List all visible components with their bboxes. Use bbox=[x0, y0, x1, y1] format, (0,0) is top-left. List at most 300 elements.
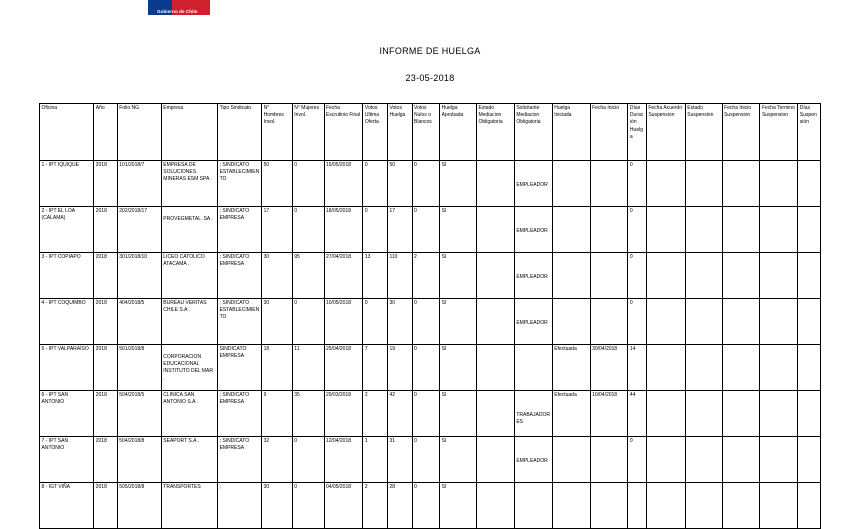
cell-text: ; SINDICATO EMPRESA bbox=[219, 392, 250, 406]
table-cell bbox=[798, 253, 821, 299]
cell-text: 1 bbox=[364, 438, 368, 444]
table-cell bbox=[552, 345, 590, 391]
cell-text: 30 bbox=[389, 300, 396, 306]
cell-text: SI bbox=[441, 300, 447, 306]
cell-text: 30 bbox=[263, 254, 270, 260]
cell-text: 2018 bbox=[95, 346, 107, 352]
table-cell bbox=[412, 391, 440, 437]
table-cell bbox=[798, 345, 821, 391]
table-cell bbox=[117, 345, 161, 391]
cell-text: EMPLEADOR bbox=[516, 320, 548, 326]
table-cell bbox=[685, 253, 722, 299]
table-cell bbox=[440, 299, 477, 345]
table-cell bbox=[590, 207, 628, 253]
cell-text: 0 bbox=[294, 484, 298, 490]
table-cell bbox=[40, 207, 94, 253]
table-cell bbox=[628, 391, 646, 437]
column-header: N° Hombres Invol. bbox=[262, 104, 293, 161]
table-cell bbox=[412, 299, 440, 345]
cell-text: 5 - IPT VALPARAISO bbox=[41, 346, 89, 352]
cell-text: BUREAU VERITAS CHILE S.A . bbox=[163, 300, 207, 314]
table-cell bbox=[363, 253, 388, 299]
cell-text: 30 bbox=[263, 300, 270, 306]
cell-text: 14 bbox=[629, 346, 636, 352]
cell-text: 18/05/2018 bbox=[326, 208, 352, 214]
cell-text: PROVEGMETAL .SA . bbox=[163, 216, 213, 222]
table-cell bbox=[218, 345, 262, 391]
table-cell bbox=[324, 437, 363, 483]
cell-text: SEAPORT S.A . bbox=[163, 438, 199, 444]
table-cell bbox=[363, 207, 388, 253]
cell-text: CLINICA SAN ANTONIO S.A . bbox=[163, 392, 198, 406]
gobierno-logo bbox=[148, 0, 210, 15]
cell-text: SI bbox=[441, 208, 447, 214]
column-header: Fecha Termino Suspension bbox=[760, 104, 798, 161]
table-cell bbox=[722, 253, 760, 299]
cell-text: 0 bbox=[629, 438, 633, 444]
column-header: Votos Ultima Oferta bbox=[363, 104, 388, 161]
cell-text: 0 bbox=[629, 300, 633, 306]
table-cell bbox=[646, 161, 685, 207]
table-cell bbox=[646, 437, 685, 483]
table-cell bbox=[590, 483, 628, 529]
cell-text: SINDICATO EMPRESA bbox=[219, 346, 247, 360]
table-cell bbox=[324, 161, 363, 207]
table-cell bbox=[685, 483, 722, 529]
table-cell bbox=[117, 391, 161, 437]
column-header: Días Duración Huelga bbox=[628, 104, 646, 161]
table-cell bbox=[552, 299, 590, 345]
cell-text: SI bbox=[441, 438, 447, 444]
table-cell bbox=[218, 207, 262, 253]
table-cell bbox=[552, 207, 590, 253]
table-cell bbox=[40, 253, 94, 299]
table-cell bbox=[440, 437, 477, 483]
table-cell bbox=[262, 299, 293, 345]
table-cell bbox=[646, 253, 685, 299]
cell-text: 504/2018/5 bbox=[119, 392, 145, 398]
cell-text: 0 bbox=[629, 254, 633, 260]
table-cell bbox=[292, 207, 324, 253]
cell-text: EMPLEADOR bbox=[516, 182, 548, 188]
table-cell bbox=[590, 299, 628, 345]
table-cell bbox=[94, 253, 118, 299]
cell-text: Efectuada bbox=[554, 392, 577, 398]
column-header: Tipo Sindicato bbox=[218, 104, 262, 161]
table-cell bbox=[262, 437, 293, 483]
table-cell bbox=[161, 391, 217, 437]
table-cell bbox=[798, 207, 821, 253]
table-cell bbox=[324, 207, 363, 253]
strike-report-table bbox=[39, 103, 821, 529]
table-cell bbox=[590, 391, 628, 437]
cell-text: SI bbox=[441, 346, 447, 352]
cell-text: 0 bbox=[364, 208, 368, 214]
table-cell bbox=[590, 437, 628, 483]
cell-text: 19 bbox=[389, 346, 396, 352]
column-header: Fecha Acuerdo Suspension bbox=[646, 104, 685, 161]
cell-text: 2018 bbox=[95, 208, 107, 214]
cell-text: 7 - IPT SAN ANTONIO bbox=[41, 438, 69, 452]
table-cell bbox=[685, 161, 722, 207]
table-cell bbox=[117, 207, 161, 253]
table-cell bbox=[40, 161, 94, 207]
cell-text: 505/2018/8 bbox=[119, 484, 145, 490]
cell-text: TRANSPORTES bbox=[163, 484, 201, 490]
table-cell bbox=[722, 483, 760, 529]
table-cell bbox=[412, 161, 440, 207]
table-cell bbox=[685, 437, 722, 483]
table-cell bbox=[218, 483, 262, 529]
table-cell bbox=[40, 345, 94, 391]
table-cell bbox=[552, 437, 590, 483]
table-cell bbox=[161, 253, 217, 299]
cell-text: 0 bbox=[629, 162, 633, 168]
table-row bbox=[40, 391, 821, 437]
table-cell bbox=[514, 437, 552, 483]
table-cell bbox=[117, 161, 161, 207]
cell-text: 101/2018/7 bbox=[119, 162, 145, 168]
cell-text: 42 bbox=[389, 392, 396, 398]
table-cell bbox=[363, 391, 388, 437]
table-cell bbox=[552, 161, 590, 207]
table-cell bbox=[262, 253, 293, 299]
table-cell bbox=[40, 437, 94, 483]
table-cell bbox=[161, 483, 217, 529]
table-cell bbox=[218, 391, 262, 437]
cell-text: 8 - IGT VIÑA bbox=[41, 484, 71, 490]
column-header: Huelga Iniciada bbox=[552, 104, 590, 161]
cell-text: 301/2018/10 bbox=[119, 254, 148, 260]
table-cell bbox=[628, 345, 646, 391]
cell-text: 2018 bbox=[95, 300, 107, 306]
table-cell bbox=[646, 391, 685, 437]
cell-text: ; SINDICATO EMPRESA bbox=[219, 208, 250, 222]
cell-text: SI bbox=[441, 484, 447, 490]
table-cell bbox=[387, 299, 412, 345]
cell-text: 0 bbox=[629, 208, 633, 214]
table-cell bbox=[387, 345, 412, 391]
cell-text: 0 bbox=[414, 346, 417, 352]
column-header: Folio NG bbox=[117, 104, 161, 161]
table-cell bbox=[292, 253, 324, 299]
cell-text: 44 bbox=[629, 392, 636, 398]
table-cell bbox=[117, 299, 161, 345]
table-row bbox=[40, 207, 821, 253]
cell-text: EMPLEADOR bbox=[516, 274, 548, 280]
table-cell bbox=[760, 391, 798, 437]
column-header: Fecha Inicio Suspension bbox=[722, 104, 760, 161]
column-header: Huelga Aprobada bbox=[440, 104, 477, 161]
table-cell bbox=[722, 161, 760, 207]
table-cell bbox=[387, 437, 412, 483]
cell-text: EMPLEADOR bbox=[516, 458, 548, 464]
table-cell bbox=[218, 161, 262, 207]
column-header: Votos Nulos o Blancos bbox=[412, 104, 440, 161]
cell-text: 2 bbox=[364, 484, 368, 490]
cell-text: TRABAJADORES bbox=[516, 412, 550, 426]
table-cell bbox=[262, 391, 293, 437]
cell-text: 35 bbox=[294, 392, 300, 398]
column-header: Estado Mediacion Obligatoria bbox=[476, 104, 514, 161]
table-cell bbox=[363, 299, 388, 345]
cell-text: SI bbox=[441, 162, 447, 168]
cell-text: 504/2018/8 bbox=[119, 438, 145, 444]
cell-text: 2018 bbox=[95, 438, 107, 444]
column-header: Año bbox=[94, 104, 118, 161]
table-cell bbox=[117, 253, 161, 299]
table-cell bbox=[685, 345, 722, 391]
table-cell bbox=[94, 207, 118, 253]
column-header: Fecha Inicio bbox=[590, 104, 628, 161]
cell-text: 10/05/2018 bbox=[326, 300, 352, 306]
cell-text: 0 bbox=[294, 208, 298, 214]
cell-text: ; SINDICATO ESTABLECIMIENTO bbox=[219, 300, 260, 321]
table-cell bbox=[760, 161, 798, 207]
cell-text: 17 bbox=[389, 208, 396, 214]
cell-text: 202/2018/17 bbox=[119, 208, 148, 214]
table-cell bbox=[476, 391, 514, 437]
cell-text: 31 bbox=[389, 438, 396, 444]
cell-text: 11 bbox=[294, 346, 300, 352]
table-cell bbox=[40, 391, 94, 437]
cell-text: 1 - IPT IQUIQUE bbox=[41, 162, 79, 168]
table-cell bbox=[387, 253, 412, 299]
table-cell bbox=[324, 253, 363, 299]
table-cell bbox=[387, 207, 412, 253]
table-cell bbox=[412, 207, 440, 253]
table-cell bbox=[262, 207, 293, 253]
table-cell bbox=[476, 161, 514, 207]
column-header: Estado Suspension bbox=[685, 104, 722, 161]
cell-text bbox=[516, 484, 550, 504]
cell-text: 18 bbox=[263, 346, 270, 352]
table-cell bbox=[798, 437, 821, 483]
table-row bbox=[40, 437, 821, 483]
table-cell bbox=[760, 207, 798, 253]
cell-text: 110 bbox=[389, 254, 398, 260]
table-header-row bbox=[40, 104, 821, 161]
table-cell bbox=[760, 253, 798, 299]
cell-text: 12/04/2018 bbox=[326, 438, 352, 444]
table-cell bbox=[760, 299, 798, 345]
table-cell bbox=[292, 437, 324, 483]
table-cell bbox=[685, 391, 722, 437]
cell-text: 0 bbox=[364, 162, 368, 168]
cell-text: 2 - IPT EL LOA (CALAMA) bbox=[41, 208, 75, 222]
cell-text: 50 bbox=[389, 162, 396, 168]
table-cell bbox=[514, 391, 552, 437]
cell-text: ; SINDICATO EMPRESA bbox=[219, 438, 250, 452]
column-header: N° Mujeres Invol. bbox=[292, 104, 324, 161]
table-cell bbox=[514, 253, 552, 299]
column-header: Fecha Escrutinio Final bbox=[324, 104, 363, 161]
table-cell bbox=[628, 161, 646, 207]
table-row bbox=[40, 345, 821, 391]
table-cell bbox=[760, 437, 798, 483]
table-cell bbox=[161, 207, 217, 253]
table-cell bbox=[218, 299, 262, 345]
cell-text: 95 bbox=[294, 254, 300, 260]
table-cell bbox=[94, 161, 118, 207]
table-cell bbox=[161, 161, 217, 207]
table-cell bbox=[363, 161, 388, 207]
table-cell bbox=[161, 437, 217, 483]
table-cell bbox=[476, 345, 514, 391]
cell-text: ; SINDICATO EMPRESA bbox=[219, 254, 250, 268]
table-row bbox=[40, 161, 821, 207]
table-cell bbox=[646, 299, 685, 345]
table-cell bbox=[94, 483, 118, 529]
cell-text: 28 bbox=[389, 484, 396, 490]
table-cell bbox=[412, 345, 440, 391]
report-date: 23-05-2018 bbox=[405, 73, 455, 83]
table-cell bbox=[363, 437, 388, 483]
cell-text: 2 bbox=[364, 392, 368, 398]
cell-text: 2018 bbox=[95, 392, 107, 398]
cell-text: 0 bbox=[414, 484, 417, 490]
cell-text bbox=[516, 346, 550, 366]
table-cell bbox=[262, 483, 293, 529]
cell-text: 15/05/2018 bbox=[326, 162, 352, 168]
table-cell bbox=[628, 253, 646, 299]
cell-text: EMPRESA DE SOLUCIONES MINERAS ESM SPA . bbox=[163, 162, 212, 183]
cell-text: 0 bbox=[414, 300, 417, 306]
cell-text: 2018 bbox=[95, 484, 107, 490]
table-cell bbox=[590, 345, 628, 391]
table-cell bbox=[798, 483, 821, 529]
cell-text: 10/04/2018 bbox=[592, 392, 618, 398]
table-cell bbox=[628, 437, 646, 483]
cell-text: 0 bbox=[294, 300, 298, 306]
table-cell bbox=[646, 483, 685, 529]
table-cell bbox=[262, 161, 293, 207]
cell-text: 4 - IPT COQUIMBO bbox=[41, 300, 86, 306]
table-cell bbox=[292, 161, 324, 207]
cell-text: 0 bbox=[414, 438, 417, 444]
table-cell bbox=[94, 437, 118, 483]
table-cell bbox=[722, 345, 760, 391]
table-cell bbox=[628, 299, 646, 345]
cell-text: 0 bbox=[364, 300, 368, 306]
cell-text: LICEO CATOLICO ATACAMA . bbox=[163, 254, 205, 268]
table-cell bbox=[440, 253, 477, 299]
table-cell bbox=[646, 345, 685, 391]
cell-text: 30/04/2018 bbox=[592, 346, 618, 352]
table-cell bbox=[440, 161, 477, 207]
cell-text: 27/04/2018 bbox=[326, 254, 352, 260]
cell-text: 0 bbox=[414, 208, 417, 214]
table-cell bbox=[722, 437, 760, 483]
report-title: INFORME DE HUELGA bbox=[379, 46, 481, 56]
table-row bbox=[40, 253, 821, 299]
table-cell bbox=[514, 299, 552, 345]
cell-text: 17 bbox=[263, 208, 270, 214]
cell-text: 30 bbox=[263, 484, 270, 490]
table-cell bbox=[387, 483, 412, 529]
table-cell bbox=[117, 437, 161, 483]
cell-text: EMPLEADOR bbox=[516, 228, 548, 234]
cell-text: 32 bbox=[263, 438, 270, 444]
table-cell bbox=[760, 483, 798, 529]
table-cell bbox=[324, 299, 363, 345]
table-cell bbox=[161, 299, 217, 345]
table-cell bbox=[412, 253, 440, 299]
cell-text: 7 bbox=[364, 346, 368, 352]
cell-text: ; bbox=[219, 484, 221, 490]
cell-text: CORPORACION EDUCACIONAL INSTITUTO DEL MAR . bbox=[163, 354, 214, 382]
table-cell bbox=[292, 391, 324, 437]
table-cell bbox=[292, 483, 324, 529]
table-cell bbox=[324, 391, 363, 437]
table-cell bbox=[628, 483, 646, 529]
cell-text: 2018 bbox=[95, 162, 107, 168]
cell-text: 501/2018/8 bbox=[119, 346, 145, 352]
table-cell bbox=[387, 161, 412, 207]
column-header: Empresa bbox=[161, 104, 217, 161]
table-cell bbox=[552, 253, 590, 299]
table-cell bbox=[363, 345, 388, 391]
logo-text: Gobierno de Chile bbox=[157, 9, 198, 14]
table-cell bbox=[94, 345, 118, 391]
cell-text: 2018 bbox=[95, 254, 107, 260]
table-cell bbox=[440, 483, 477, 529]
table-cell bbox=[628, 207, 646, 253]
column-header: Días Suspensión bbox=[798, 104, 821, 161]
table-cell bbox=[514, 161, 552, 207]
table-cell bbox=[476, 299, 514, 345]
table-cell bbox=[552, 483, 590, 529]
table-cell bbox=[324, 483, 363, 529]
cell-text: 0 bbox=[294, 438, 298, 444]
table-cell bbox=[722, 299, 760, 345]
table-cell bbox=[722, 207, 760, 253]
cell-text: 2 bbox=[414, 254, 417, 260]
table-cell bbox=[722, 391, 760, 437]
table-cell bbox=[117, 483, 161, 529]
table-cell bbox=[798, 391, 821, 437]
table-cell bbox=[218, 253, 262, 299]
table-cell bbox=[514, 207, 552, 253]
cell-text: 13 bbox=[364, 254, 371, 260]
cell-text: 29/03/2018 bbox=[326, 392, 352, 398]
table-cell bbox=[552, 391, 590, 437]
cell-text: 04/05/2018 bbox=[326, 484, 352, 490]
table-cell bbox=[590, 161, 628, 207]
table-cell bbox=[363, 483, 388, 529]
cell-text: SI bbox=[441, 254, 447, 260]
cell-text: Efectuada bbox=[554, 346, 577, 352]
table-cell bbox=[412, 437, 440, 483]
table-cell bbox=[161, 345, 217, 391]
table-cell bbox=[590, 253, 628, 299]
table-cell bbox=[324, 345, 363, 391]
table-cell bbox=[798, 299, 821, 345]
table-cell bbox=[94, 391, 118, 437]
table-cell bbox=[798, 161, 821, 207]
cell-text: ; SINDICATO ESTABLECIMIENTO bbox=[219, 162, 260, 183]
cell-text: 0 bbox=[294, 162, 298, 168]
table-cell bbox=[387, 391, 412, 437]
cell-text: 3 - IPT COPIAPO bbox=[41, 254, 81, 260]
table-cell bbox=[292, 299, 324, 345]
table-cell bbox=[412, 483, 440, 529]
cell-text: 404/2018/5 bbox=[119, 300, 145, 306]
column-header: Votos Huelga bbox=[387, 104, 412, 161]
cell-text: 6 - IPT SAN ANTONIO bbox=[41, 392, 69, 406]
cell-text: 0 bbox=[414, 162, 417, 168]
table-cell bbox=[440, 391, 477, 437]
